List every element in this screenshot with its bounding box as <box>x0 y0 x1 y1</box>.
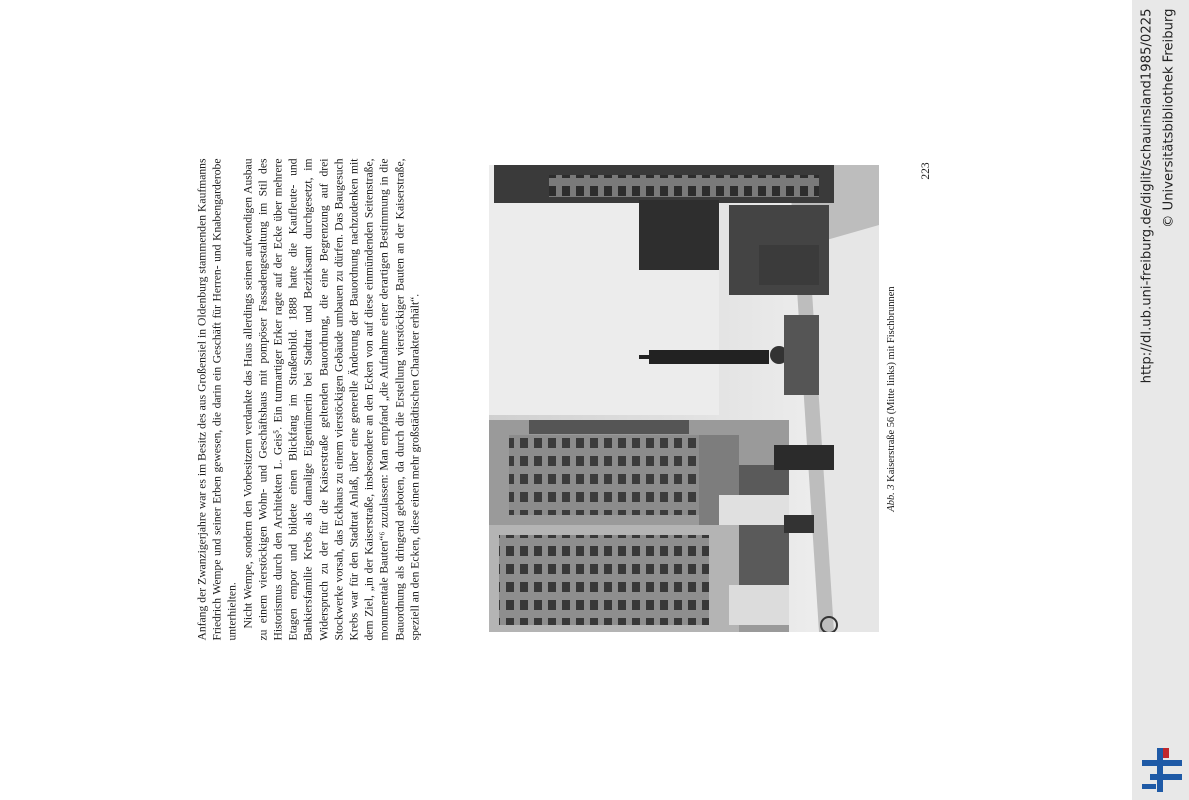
copyright-notice: © Universitätsbibliothek Freiburg <box>1161 8 1176 228</box>
source-url-link[interactable]: http://dl.ub.uni-freiburg.de/diglit/schauinsland1985/0225 <box>1139 8 1154 383</box>
street-photo <box>489 165 879 632</box>
paragraph-1: Anfang der Zwanzigerjahre war es im Besitz des aus Großensiel in Oldenburg stammenden Kaufmanns Friedrich Wempe und seiner Erben gewesen, die darin ein Geschäft für Herren- und Knabengarderobe unterhielten. <box>195 158 239 640</box>
source-info <box>1136 8 1184 413</box>
figure-caption-text: Kaiserstraße 56 (Mitte links) mit Fischbrunnen <box>886 286 897 482</box>
ub-freiburg-logo-icon[interactable] <box>1142 748 1182 792</box>
article-text <box>194 158 479 640</box>
viewer-sidebar <box>1132 0 1189 800</box>
paragraph-2: Nicht Wempe, sondern den Vorbesitzern verdankte das Haus allerdings seinen aufwendigen Ausbau zu einem vierstöckigen Wohn- und Geschäftshaus mit pompöser Fassadengestaltung im Stil des Historismus durch den Architekten L. Geis⁵. Ein turmartiger Erker ragte auf der Ecke über mehrere Etagen empor und bildete einen Blickfang im Straßenbild. 1888 hatte die Kaufleute- und Bankiersfamilie Krebs als damalige Eigentümerin bei Stadtrat und Bezirksamt durchgesetzt, im Widerspruch zu der für die Kaiserstraße geltenden Bauordnung, die eine Begrenzung auf drei Stockwerke vorsah, das Eckhaus zu einem vierstöckigen Gebäude umbauen zu dürfen. Das Baugesuch Krebs war für den Stadtrat Anlaß, über eine generelle Änderung der Bauordnung nachzudenken mit dem Ziel, „in der Kaiserstraße, insbesondere an den Ecken von auf diese einmündenden Seitenstraße, monumentale Bauten“⁶ zuzulassen: Man empfand „die Aufnahme einer derartigen Bestimmung in die Bauordnung als dringend geboten, da durch die Erstellung vierstöckiger Bauten an der Kaiserstraße, speziell an den Ecken, diese einen mehr großstädtischen Charakter erhält“. <box>240 158 421 640</box>
page-number: 223 <box>920 162 932 180</box>
street-photo-illustration <box>489 165 879 632</box>
figure-caption <box>878 268 906 530</box>
figure-label: Abb. 3 <box>886 484 897 512</box>
